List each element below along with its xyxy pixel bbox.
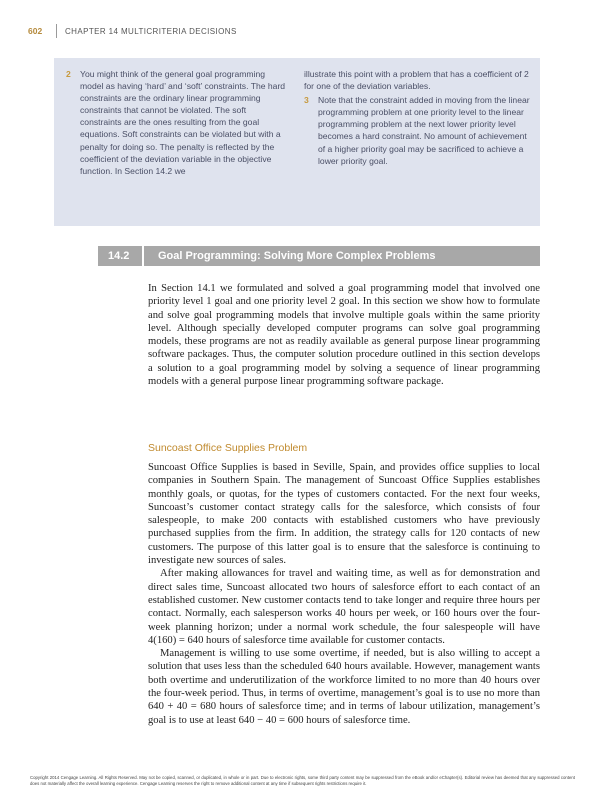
note-3 <box>304 94 530 167</box>
intro-paragraph: In Section 14.1 we formulated and solved a goal programming model that involved one priority level 1 goal and one priority level 2 goal. In this section we show how to formulate and solve goal programming models that involve multiple goals within the same priority level. Although specially developed computer programs can solve goal programming models, these programs are not as readily available as general purpose linear programming software packages. Thus, the computer solution procedure outlined in this section develops a solution to a goal programming model by solving a sequence of linear programming models with a general purpose linear programming software package. <box>148 283 540 388</box>
section-heading <box>98 246 540 266</box>
notes-right-column <box>304 68 530 168</box>
notes-box <box>54 58 540 226</box>
note-text: Note that the constraint added in moving from the linear programming problem at one priority level to the linear programming problem at the next lower priority level becomes a hard constraint. No amount of achievement of a higher priority goal may be sacrificed to achieve a lower priority goal. <box>318 95 530 166</box>
header-divider <box>56 24 57 38</box>
note-2 <box>66 68 288 177</box>
page-number: 602 <box>28 26 43 36</box>
subsection-title: Suncoast Office Supplies Problem <box>148 442 308 454</box>
copyright-footer: Copyright 2014 Cengage Learning. All Rights Reserved. May not be copied, scanned, or duplicated, in whole or in part. Due to electronic rights, some third party content may be suppressed from the eBook and/or eChapter(s). Editorial review has deemed that any suppressed content does not materially affect the overall learning experience. Cengage Learning reserves the right to remove additional content at any time if subsequent rights restrictions require it. <box>30 775 575 786</box>
section-title: Goal Programming: Solving More Complex Problems <box>158 250 436 262</box>
paragraph-1: Suncoast Office Supplies is based in Seville, Spain, and provides office supplies to local companies in Southern Spain. The management of Suncoast Office Supplies establishes monthly goals, or quotas, for the types of customers contacted. For the next four weeks, Suncoast’s customer contact strategy calls for the salesforce, which consists of four salespeople, to make 200 contacts with established customers who have previously purchased supplies from the firm. In addition, the strategy calls for 120 contacts of new customers. The purpose of this latter goal is to ensure that the salesforce is continuing to investigate new sources of sales. <box>148 462 540 567</box>
chapter-title: CHAPTER 14 MULTICRITERIA DECISIONS <box>65 26 237 36</box>
section-number: 14.2 <box>108 250 130 262</box>
note-number: 3 <box>304 95 309 106</box>
subsection-body <box>148 461 540 727</box>
paragraph-2: After making allowances for travel and waiting time, as well as for demonstration and direct sales time, Suncoast allocated two hours of salesforce effort to each contact of an established customer. New customer contacts tend to take longer and require three hours per contact. Normally, each salesperson works 40 hours per week, or 160 hours over the four-week planning horizon; under a normal work schedule, the four salespeople will have 4(160) = 640 hours of salesforce time available for customer contacts. <box>148 568 540 646</box>
note-2-continuation: illustrate this point with a problem that has a coefficient of 2 for one of the deviation variables. <box>304 69 529 92</box>
note-number: 2 <box>66 69 71 79</box>
running-header <box>28 24 237 38</box>
paragraph-3: Management is willing to use some overtime, if needed, but is also willing to accept a solution that uses less than the scheduled 640 hours available. However, management wants both overtime and underutilization of the workforce limited to no more than 40 hours over the four-week period. Thus, in terms of overtime, management’s goal is to use no more than 640 + 40 = 680 hours of salesforce time; and in terms of labour utilization, management’s goal is to use at least 640 − 40 = 600 hours of salesforce time. <box>148 648 540 726</box>
intro-paragraph-block <box>148 282 540 388</box>
notes-left-column <box>66 68 288 178</box>
note-text: You might think of the general goal programming model as having ‘hard’ and ‘soft’ constraints. The hard constraints are the ordinary linear programming constraints that cannot be violated. The soft constraints are the ones resulting from the goal equations. Soft constraints can be violated but with a penalty for doing so. The penalty is reflected by the coefficient of the deviation variable in the objective function. In Section 14.2 we <box>80 69 286 176</box>
